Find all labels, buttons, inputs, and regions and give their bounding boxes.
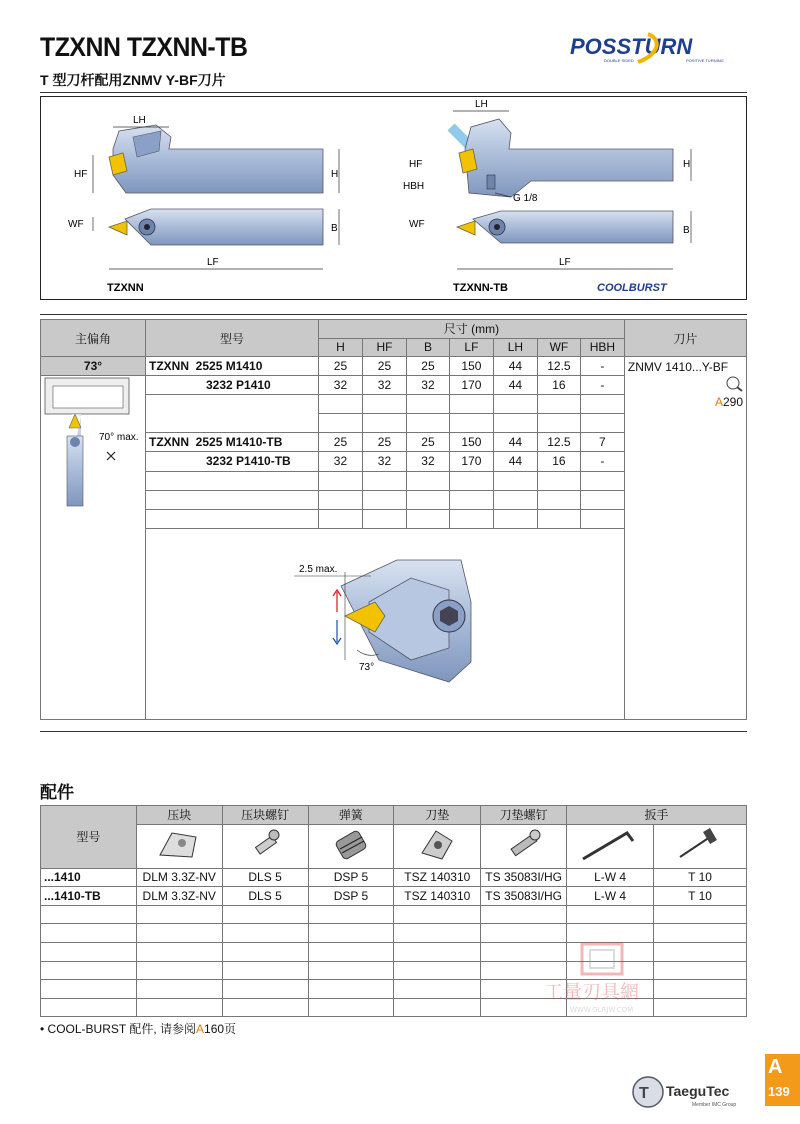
footnote: • COOL-BURST 配件, 请参阅A160页 xyxy=(40,1022,237,1036)
brand-sub: Member IMC Group xyxy=(692,1102,737,1108)
col-b: B xyxy=(406,338,449,357)
insert-cell xyxy=(624,357,746,720)
posturn-logo xyxy=(568,30,748,64)
magnifier-icon[interactable] xyxy=(725,376,743,392)
col-hbh: HBH xyxy=(580,338,624,357)
spring-icon xyxy=(308,824,394,868)
table-row: 3232 P1410-TB 32 32 32 170 44 16 - xyxy=(41,452,747,471)
logo-tag-right: POSITIVE TURNING xyxy=(686,58,724,63)
left-tool-top-view xyxy=(109,209,323,245)
spec-table xyxy=(40,319,747,720)
model-cell: 3232 P1410 xyxy=(146,375,319,394)
header-divider xyxy=(40,92,747,93)
acc-spring-header: 弹簧 xyxy=(308,806,394,825)
svg-text:T: T xyxy=(639,1085,649,1102)
accessories-title: 配件 xyxy=(40,783,74,802)
svg-text:B: B xyxy=(683,225,690,236)
svg-text:WF: WF xyxy=(409,219,425,230)
table-bottom-line xyxy=(40,731,747,732)
left-tool-side-view xyxy=(109,125,323,193)
angle-illustration xyxy=(41,376,145,716)
coolburst-logo: COOLBURST xyxy=(597,282,667,294)
col-lf: LF xyxy=(449,338,493,357)
acc-shim-screw-header: 刀垫螺钉 xyxy=(481,806,567,825)
torx-wrench-icon xyxy=(654,824,747,868)
angle-illustration-cell xyxy=(41,375,146,719)
model-cell: TZXNN 2525 M1410-TB xyxy=(146,433,319,452)
insert-detail-cell xyxy=(146,529,625,720)
watermark-logo xyxy=(540,940,680,1020)
acc-shim-header: 刀垫 xyxy=(394,806,481,825)
page-number: 139 xyxy=(768,1084,790,1099)
page-tab xyxy=(765,1054,800,1106)
right-tool-top-view xyxy=(457,211,673,243)
svg-text:HBH: HBH xyxy=(403,181,425,192)
svg-text:70° max.: 70° max. xyxy=(99,431,139,443)
acc-clamp-header: 压块 xyxy=(136,806,222,825)
svg-text:WF: WF xyxy=(68,219,84,230)
col-hf: HF xyxy=(362,338,406,357)
svg-text:B: B xyxy=(331,223,338,234)
svg-text:LH: LH xyxy=(475,99,488,110)
tool-drawing xyxy=(41,97,746,299)
svg-text:G 1/8: G 1/8 xyxy=(513,193,538,204)
clamp-icon xyxy=(136,824,222,868)
table-row: TZXNN 2525 M1410-TB 25 25 25 150 44 12.5 7 xyxy=(41,433,747,452)
left-drawing-name: TZXNN xyxy=(107,282,144,294)
svg-text:LF: LF xyxy=(207,257,219,268)
watermark-text: 工量刃具網 xyxy=(544,981,640,1003)
col-lh: LH xyxy=(493,338,537,357)
table-row: 70° max. 3232 P1410 32 32 32 170 44 16 - xyxy=(41,375,747,394)
detail-max-label: 2.5 max. xyxy=(299,564,338,576)
col-wf: WF xyxy=(537,338,580,357)
acc-clamp-screw-header: 压块螺钉 xyxy=(222,806,308,825)
clamp-screw-icon xyxy=(222,824,308,868)
hex-wrench-icon xyxy=(567,824,654,868)
acc-model-header: 型号 xyxy=(41,806,137,869)
insert-header: 刀片 xyxy=(624,320,746,357)
svg-text:H: H xyxy=(331,169,339,180)
brand-name: TaeguTec xyxy=(666,1083,730,1099)
tool-drawing-panel xyxy=(40,96,747,300)
table-row: ...1410 DLM 3.3Z-NV DLS 5 DSP 5 TSZ 140310 TS 35083I/HG L-W 4 T 10 xyxy=(41,868,747,887)
table-row xyxy=(41,905,747,924)
svg-text:LH: LH xyxy=(133,115,146,126)
logo-tag-left: DOUBLE SIDED xyxy=(604,58,634,63)
right-tool-side-view xyxy=(451,119,673,197)
table-row: 73° TZXNN 2525 M1410 25 25 25 150 44 12.5 - ZNMV 1410...Y-BF A290 xyxy=(41,357,747,376)
page-letter: A xyxy=(768,1056,783,1078)
taegutec-logo xyxy=(632,1074,752,1110)
insert-name: ZNMV 1410...Y-BF xyxy=(627,360,729,375)
svg-text:HF: HF xyxy=(74,169,88,180)
watermark-url: WWW.GLRJW.COM xyxy=(570,1006,634,1014)
col-h: H xyxy=(318,338,362,357)
table-divider xyxy=(40,314,747,315)
dimensions-header: 尺寸 (mm) xyxy=(318,320,624,339)
svg-text:LF: LF xyxy=(559,257,571,268)
shim-icon xyxy=(394,824,481,868)
insert-detail-drawing xyxy=(149,532,619,712)
angle-header: 主偏角 xyxy=(41,320,146,357)
model-header: 型号 xyxy=(146,320,319,357)
page-title: TZXNN TZXNN-TB xyxy=(40,32,248,62)
svg-text:HF: HF xyxy=(409,159,423,170)
angle-value: 73° xyxy=(41,357,146,376)
shim-screw-icon xyxy=(481,824,567,868)
detail-angle-label: 73° xyxy=(359,662,375,674)
svg-text:H: H xyxy=(683,159,691,170)
insert-page-ref[interactable]: A290 xyxy=(714,395,743,410)
model-cell: TZXNN 2525 M1410 xyxy=(146,357,319,376)
posturn-logo-text: POSSTURN xyxy=(570,34,693,59)
right-drawing-name: TZXNN-TB xyxy=(453,282,508,294)
acc-wrench-header: 扳手 xyxy=(567,806,747,825)
page-subtitle: T 型刀杆配用ZNMV Y-BF刀片 xyxy=(40,72,226,88)
model-cell: 3232 P1410-TB xyxy=(146,452,319,471)
table-row: ...1410-TB DLM 3.3Z-NV DLS 5 DSP 5 TSZ 140310 TS 35083I/HG L-W 4 T 10 xyxy=(41,887,747,906)
